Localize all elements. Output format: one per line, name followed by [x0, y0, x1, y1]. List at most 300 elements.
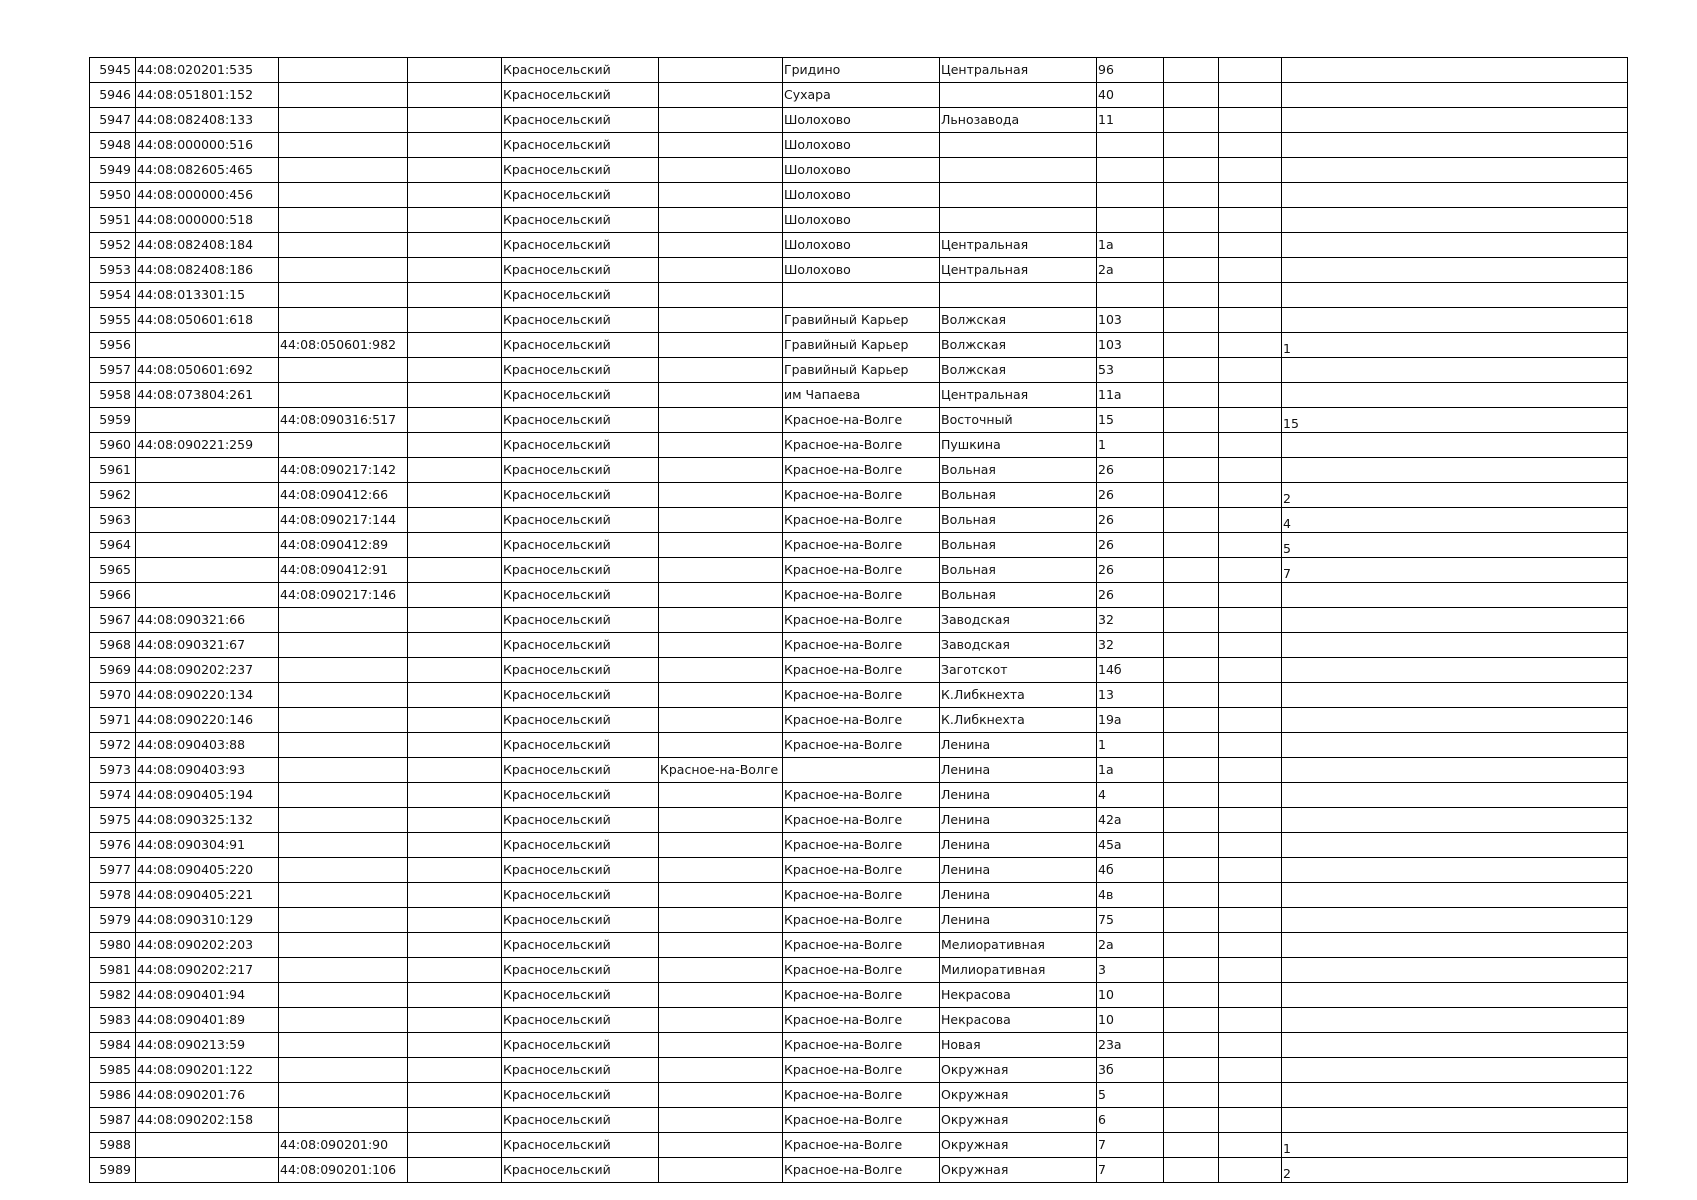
table-row	[90, 258, 1628, 283]
blank-col-a-cell	[408, 883, 502, 908]
street-cell: Мелиоративная	[940, 933, 1097, 958]
cadastral-number-cell: 44:08:090304:91	[136, 833, 279, 858]
district-cell: Красносельский	[502, 633, 659, 658]
blank-col-c-cell	[1219, 608, 1282, 633]
settlement-alt-cell	[659, 1133, 783, 1158]
row-number-cell: 5962	[90, 483, 136, 508]
blank-col-a-cell	[408, 1108, 502, 1133]
street-cell: Заготскот	[940, 658, 1097, 683]
related-cadastral-number-cell	[279, 958, 408, 983]
settlement-alt-cell	[659, 808, 783, 833]
district-cell: Красносельский	[502, 833, 659, 858]
related-cadastral-number-cell	[279, 658, 408, 683]
house-number-cell: 1а	[1097, 233, 1164, 258]
blank-col-b-cell	[1164, 958, 1219, 983]
related-cadastral-number-cell: 44:08:090412:66	[279, 483, 408, 508]
settlement-alt-cell	[659, 408, 783, 433]
blank-col-a-cell	[408, 1058, 502, 1083]
house-number-cell: 45а	[1097, 833, 1164, 858]
locality-cell	[783, 758, 940, 783]
house-number-cell: 26	[1097, 583, 1164, 608]
blank-col-b-cell	[1164, 858, 1219, 883]
cadastral-number-cell: 44:08:090201:122	[136, 1058, 279, 1083]
district-cell: Красносельский	[502, 608, 659, 633]
apartment-number-cell	[1282, 883, 1628, 908]
apartment-number-cell	[1282, 58, 1628, 83]
locality-cell: Шолохово	[783, 208, 940, 233]
house-number-cell	[1097, 158, 1164, 183]
blank-col-b-cell	[1164, 208, 1219, 233]
blank-col-c-cell	[1219, 358, 1282, 383]
blank-col-c-cell	[1219, 1008, 1282, 1033]
row-number-cell: 5960	[90, 433, 136, 458]
settlement-alt-cell	[659, 908, 783, 933]
related-cadastral-number-cell	[279, 1083, 408, 1108]
street-cell: Милиоративная	[940, 958, 1097, 983]
district-cell: Красносельский	[502, 83, 659, 108]
apartment-number-cell	[1282, 433, 1628, 458]
locality-cell: Красное-на-Волге	[783, 458, 940, 483]
house-number-cell: 4в	[1097, 883, 1164, 908]
district-cell: Красносельский	[502, 508, 659, 533]
cadastral-number-cell	[136, 533, 279, 558]
row-number-cell: 5963	[90, 508, 136, 533]
blank-col-a-cell	[408, 1008, 502, 1033]
cadastral-number-cell: 44:08:050601:692	[136, 358, 279, 383]
blank-col-a-cell	[408, 933, 502, 958]
row-number-cell: 5952	[90, 233, 136, 258]
locality-cell: Красное-на-Волге	[783, 558, 940, 583]
row-number-cell: 5966	[90, 583, 136, 608]
table-row	[90, 958, 1628, 983]
cadastral-number-cell: 44:08:082408:186	[136, 258, 279, 283]
locality-cell: Шолохово	[783, 183, 940, 208]
settlement-alt-cell	[659, 58, 783, 83]
blank-col-c-cell	[1219, 308, 1282, 333]
street-cell: Ленина	[940, 858, 1097, 883]
district-cell: Красносельский	[502, 383, 659, 408]
house-number-cell: 5	[1097, 1083, 1164, 1108]
blank-col-c-cell	[1219, 858, 1282, 883]
house-number-cell: 3б	[1097, 1058, 1164, 1083]
district-cell: Красносельский	[502, 808, 659, 833]
cadastral-number-cell: 44:08:000000:456	[136, 183, 279, 208]
house-number-cell: 2а	[1097, 933, 1164, 958]
row-number-cell: 5957	[90, 358, 136, 383]
house-number-cell: 6	[1097, 1108, 1164, 1133]
row-number-cell: 5970	[90, 683, 136, 708]
blank-col-c-cell	[1219, 558, 1282, 583]
blank-col-a-cell	[408, 483, 502, 508]
district-cell: Красносельский	[502, 258, 659, 283]
blank-col-c-cell	[1219, 683, 1282, 708]
related-cadastral-number-cell: 44:08:090201:90	[279, 1133, 408, 1158]
blank-col-a-cell	[408, 158, 502, 183]
row-number-cell: 5950	[90, 183, 136, 208]
district-cell: Красносельский	[502, 433, 659, 458]
settlement-alt-cell	[659, 383, 783, 408]
cadastral-number-cell: 44:08:090202:158	[136, 1108, 279, 1133]
apartment-number-cell	[1282, 1083, 1628, 1108]
cadastral-number-cell: 44:08:090403:93	[136, 758, 279, 783]
related-cadastral-number-cell	[279, 233, 408, 258]
blank-col-b-cell	[1164, 1158, 1219, 1183]
blank-col-a-cell	[408, 658, 502, 683]
blank-col-a-cell	[408, 108, 502, 133]
apartment-number-cell	[1282, 983, 1628, 1008]
cadastral-number-cell: 44:08:090220:146	[136, 708, 279, 733]
blank-col-c-cell	[1219, 458, 1282, 483]
blank-col-b-cell	[1164, 983, 1219, 1008]
blank-col-c-cell	[1219, 83, 1282, 108]
table-row	[90, 483, 1628, 508]
cadastral-number-cell: 44:08:090310:129	[136, 908, 279, 933]
table-row	[90, 608, 1628, 633]
settlement-alt-cell	[659, 533, 783, 558]
locality-cell: Шолохово	[783, 108, 940, 133]
related-cadastral-number-cell: 44:08:090217:144	[279, 508, 408, 533]
district-cell: Красносельский	[502, 783, 659, 808]
settlement-alt-cell	[659, 658, 783, 683]
apartment-number-cell	[1282, 833, 1628, 858]
row-number-cell: 5980	[90, 933, 136, 958]
locality-cell: Красное-на-Волге	[783, 508, 940, 533]
street-cell: Ленина	[940, 808, 1097, 833]
table-row	[90, 533, 1628, 558]
related-cadastral-number-cell: 44:08:090316:517	[279, 408, 408, 433]
cadastral-number-cell	[136, 1133, 279, 1158]
cadastral-number-cell: 44:08:000000:518	[136, 208, 279, 233]
table-row	[90, 283, 1628, 308]
related-cadastral-number-cell: 44:08:090412:89	[279, 533, 408, 558]
row-number-cell: 5965	[90, 558, 136, 583]
apartment-number-cell	[1282, 758, 1628, 783]
settlement-alt-cell	[659, 1058, 783, 1083]
table-row	[90, 408, 1628, 433]
related-cadastral-number-cell	[279, 733, 408, 758]
house-number-cell: 32	[1097, 633, 1164, 658]
house-number-cell: 26	[1097, 533, 1164, 558]
blank-col-c-cell	[1219, 233, 1282, 258]
settlement-alt-cell	[659, 783, 783, 808]
apartment-number-cell	[1282, 1108, 1628, 1133]
apartment-number-cell	[1282, 1033, 1628, 1058]
blank-col-c-cell	[1219, 108, 1282, 133]
house-number-cell: 3	[1097, 958, 1164, 983]
blank-col-c-cell	[1219, 908, 1282, 933]
blank-col-a-cell	[408, 1033, 502, 1058]
apartment-number-cell	[1282, 283, 1628, 308]
settlement-alt-cell	[659, 83, 783, 108]
cadastral-number-cell: 44:08:073804:261	[136, 383, 279, 408]
house-number-cell: 75	[1097, 908, 1164, 933]
blank-col-a-cell	[408, 983, 502, 1008]
blank-col-a-cell	[408, 733, 502, 758]
blank-col-c-cell	[1219, 1108, 1282, 1133]
blank-col-a-cell	[408, 508, 502, 533]
related-cadastral-number-cell	[279, 1033, 408, 1058]
settlement-alt-cell	[659, 1083, 783, 1108]
blank-col-b-cell	[1164, 1133, 1219, 1158]
settlement-alt-cell	[659, 1158, 783, 1183]
district-cell: Красносельский	[502, 1158, 659, 1183]
table-row	[90, 1158, 1628, 1183]
table-row	[90, 58, 1628, 83]
cadastral-number-cell: 44:08:000000:516	[136, 133, 279, 158]
settlement-alt-cell	[659, 558, 783, 583]
row-number-cell: 5947	[90, 108, 136, 133]
house-number-cell: 53	[1097, 358, 1164, 383]
street-cell: Вольная	[940, 583, 1097, 608]
house-number-cell: 4б	[1097, 858, 1164, 883]
street-cell	[940, 83, 1097, 108]
blank-col-c-cell	[1219, 733, 1282, 758]
locality-cell: Красное-на-Волге	[783, 1008, 940, 1033]
settlement-alt-cell	[659, 333, 783, 358]
house-number-cell: 15	[1097, 408, 1164, 433]
blank-col-a-cell	[408, 258, 502, 283]
cadastral-number-cell: 44:08:090213:59	[136, 1033, 279, 1058]
blank-col-c-cell	[1219, 958, 1282, 983]
locality-cell: Красное-на-Волге	[783, 533, 940, 558]
table-row	[90, 383, 1628, 408]
district-cell: Красносельский	[502, 733, 659, 758]
settlement-alt-cell	[659, 158, 783, 183]
related-cadastral-number-cell	[279, 608, 408, 633]
locality-cell: Красное-на-Волге	[783, 433, 940, 458]
blank-col-b-cell	[1164, 133, 1219, 158]
settlement-alt-cell	[659, 583, 783, 608]
related-cadastral-number-cell	[279, 908, 408, 933]
blank-col-a-cell	[408, 908, 502, 933]
table-row	[90, 1083, 1628, 1108]
cadastral-number-cell: 44:08:082408:133	[136, 108, 279, 133]
street-cell: Восточный	[940, 408, 1097, 433]
settlement-alt-cell	[659, 1108, 783, 1133]
row-number-cell: 5968	[90, 633, 136, 658]
cadastral-number-cell: 44:08:090321:66	[136, 608, 279, 633]
street-cell: Некрасова	[940, 1008, 1097, 1033]
locality-cell: Красное-на-Волге	[783, 583, 940, 608]
district-cell: Красносельский	[502, 458, 659, 483]
blank-col-a-cell	[408, 558, 502, 583]
table-row	[90, 558, 1628, 583]
blank-col-a-cell	[408, 833, 502, 858]
blank-col-b-cell	[1164, 333, 1219, 358]
district-cell: Красносельский	[502, 858, 659, 883]
house-number-cell: 10	[1097, 983, 1164, 1008]
district-cell: Красносельский	[502, 1033, 659, 1058]
blank-col-b-cell	[1164, 908, 1219, 933]
cadastral-data-table	[89, 57, 1628, 1183]
blank-col-c-cell	[1219, 1058, 1282, 1083]
apartment-number-cell	[1282, 958, 1628, 983]
blank-col-b-cell	[1164, 283, 1219, 308]
street-cell: Ленина	[940, 883, 1097, 908]
related-cadastral-number-cell	[279, 283, 408, 308]
settlement-alt-cell	[659, 733, 783, 758]
settlement-alt-cell	[659, 883, 783, 908]
district-cell: Красносельский	[502, 483, 659, 508]
blank-col-c-cell	[1219, 933, 1282, 958]
related-cadastral-number-cell	[279, 158, 408, 183]
blank-col-b-cell	[1164, 1108, 1219, 1133]
related-cadastral-number-cell	[279, 858, 408, 883]
blank-col-b-cell	[1164, 233, 1219, 258]
district-cell: Красносельский	[502, 558, 659, 583]
apartment-number-cell	[1282, 683, 1628, 708]
blank-col-b-cell	[1164, 408, 1219, 433]
related-cadastral-number-cell	[279, 308, 408, 333]
apartment-number-cell	[1282, 708, 1628, 733]
settlement-alt-cell	[659, 708, 783, 733]
row-number-cell: 5989	[90, 1158, 136, 1183]
street-cell: Пушкина	[940, 433, 1097, 458]
blank-col-a-cell	[408, 333, 502, 358]
blank-col-c-cell	[1219, 408, 1282, 433]
blank-col-a-cell	[408, 433, 502, 458]
house-number-cell: 7	[1097, 1133, 1164, 1158]
row-number-cell: 5986	[90, 1083, 136, 1108]
related-cadastral-number-cell	[279, 258, 408, 283]
row-number-cell: 5949	[90, 158, 136, 183]
district-cell: Красносельский	[502, 1008, 659, 1033]
blank-col-a-cell	[408, 708, 502, 733]
street-cell: Волжская	[940, 358, 1097, 383]
blank-col-c-cell	[1219, 983, 1282, 1008]
locality-cell: Шолохово	[783, 158, 940, 183]
cadastral-number-cell	[136, 458, 279, 483]
street-cell: Окружная	[940, 1133, 1097, 1158]
settlement-alt-cell	[659, 358, 783, 383]
related-cadastral-number-cell	[279, 683, 408, 708]
apartment-number-cell: 2	[1282, 483, 1628, 508]
row-number-cell: 5972	[90, 733, 136, 758]
related-cadastral-number-cell	[279, 1058, 408, 1083]
locality-cell: Красное-на-Волге	[783, 1058, 940, 1083]
settlement-alt-cell	[659, 833, 783, 858]
apartment-number-cell	[1282, 308, 1628, 333]
house-number-cell: 11а	[1097, 383, 1164, 408]
locality-cell: Красное-на-Волге	[783, 708, 940, 733]
related-cadastral-number-cell	[279, 58, 408, 83]
row-number-cell: 5979	[90, 908, 136, 933]
blank-col-c-cell	[1219, 433, 1282, 458]
blank-col-b-cell	[1164, 158, 1219, 183]
apartment-number-cell	[1282, 158, 1628, 183]
house-number-cell: 11	[1097, 108, 1164, 133]
related-cadastral-number-cell: 44:08:090412:91	[279, 558, 408, 583]
blank-col-c-cell	[1219, 183, 1282, 208]
cadastral-number-cell: 44:08:082408:184	[136, 233, 279, 258]
blank-col-a-cell	[408, 808, 502, 833]
blank-col-b-cell	[1164, 358, 1219, 383]
locality-cell: Красное-на-Волге	[783, 1083, 940, 1108]
cadastral-number-cell: 44:08:013301:15	[136, 283, 279, 308]
apartment-number-cell: 1	[1282, 1133, 1628, 1158]
apartment-number-cell	[1282, 83, 1628, 108]
blank-col-c-cell	[1219, 633, 1282, 658]
house-number-cell: 19а	[1097, 708, 1164, 733]
district-cell: Красносельский	[502, 933, 659, 958]
district-cell: Красносельский	[502, 233, 659, 258]
row-number-cell: 5967	[90, 608, 136, 633]
blank-col-a-cell	[408, 183, 502, 208]
table-row	[90, 1008, 1628, 1033]
blank-col-a-cell	[408, 683, 502, 708]
apartment-number-cell	[1282, 458, 1628, 483]
table-row	[90, 358, 1628, 383]
row-number-cell: 5988	[90, 1133, 136, 1158]
blank-col-b-cell	[1164, 383, 1219, 408]
street-cell: Заводская	[940, 633, 1097, 658]
table-row	[90, 308, 1628, 333]
row-number-cell: 5977	[90, 858, 136, 883]
district-cell: Красносельский	[502, 408, 659, 433]
locality-cell: Красное-на-Волге	[783, 1108, 940, 1133]
blank-col-c-cell	[1219, 1133, 1282, 1158]
apartment-number-cell: 4	[1282, 508, 1628, 533]
apartment-number-cell	[1282, 258, 1628, 283]
blank-col-a-cell	[408, 233, 502, 258]
table-row	[90, 683, 1628, 708]
blank-col-c-cell	[1219, 1158, 1282, 1183]
related-cadastral-number-cell	[279, 833, 408, 858]
blank-col-a-cell	[408, 1158, 502, 1183]
related-cadastral-number-cell: 44:08:090201:106	[279, 1158, 408, 1183]
table-row	[90, 883, 1628, 908]
apartment-number-cell	[1282, 633, 1628, 658]
table-row	[90, 858, 1628, 883]
blank-col-b-cell	[1164, 683, 1219, 708]
street-cell	[940, 133, 1097, 158]
locality-cell: Красное-на-Волге	[783, 908, 940, 933]
table-row	[90, 808, 1628, 833]
cadastral-number-cell: 44:08:051801:152	[136, 83, 279, 108]
street-cell: Центральная	[940, 258, 1097, 283]
row-number-cell: 5956	[90, 333, 136, 358]
apartment-number-cell	[1282, 108, 1628, 133]
blank-col-b-cell	[1164, 483, 1219, 508]
blank-col-c-cell	[1219, 383, 1282, 408]
settlement-alt-cell	[659, 133, 783, 158]
blank-col-a-cell	[408, 758, 502, 783]
blank-col-b-cell	[1164, 108, 1219, 133]
related-cadastral-number-cell	[279, 783, 408, 808]
apartment-number-cell	[1282, 783, 1628, 808]
blank-col-a-cell	[408, 858, 502, 883]
row-number-cell: 5948	[90, 133, 136, 158]
settlement-alt-cell	[659, 208, 783, 233]
related-cadastral-number-cell: 44:08:090217:146	[279, 583, 408, 608]
locality-cell: Красное-на-Волге	[783, 833, 940, 858]
related-cadastral-number-cell	[279, 633, 408, 658]
blank-col-a-cell	[408, 408, 502, 433]
blank-col-b-cell	[1164, 1008, 1219, 1033]
house-number-cell: 4	[1097, 783, 1164, 808]
apartment-number-cell	[1282, 383, 1628, 408]
locality-cell: Красное-на-Волге	[783, 733, 940, 758]
cadastral-number-cell: 44:08:090401:89	[136, 1008, 279, 1033]
blank-col-b-cell	[1164, 508, 1219, 533]
blank-col-b-cell	[1164, 558, 1219, 583]
blank-col-c-cell	[1219, 583, 1282, 608]
district-cell: Красносельский	[502, 108, 659, 133]
street-cell: Центральная	[940, 383, 1097, 408]
blank-col-b-cell	[1164, 258, 1219, 283]
apartment-number-cell: 5	[1282, 533, 1628, 558]
table-row	[90, 333, 1628, 358]
